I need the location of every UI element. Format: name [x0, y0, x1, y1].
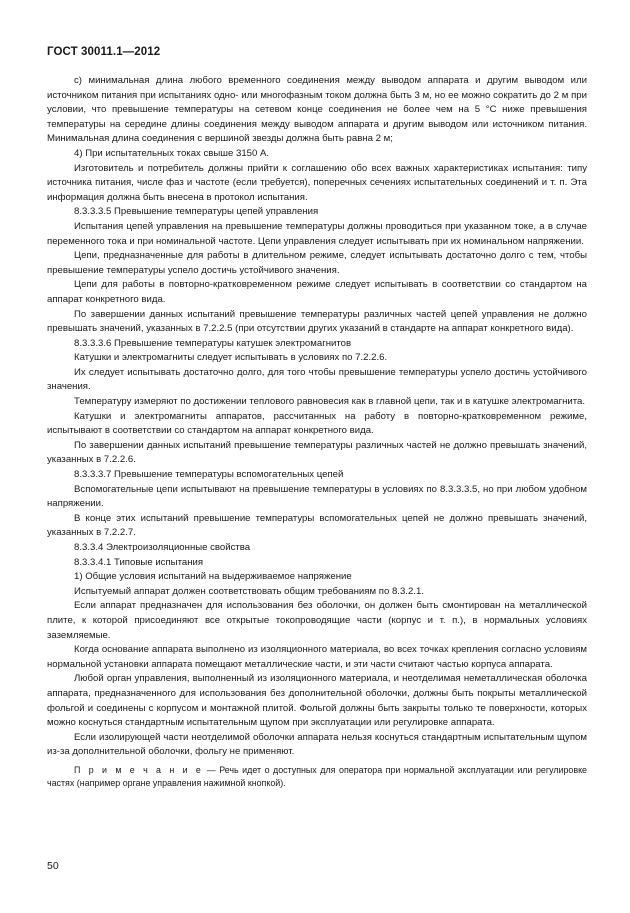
page-number: 50: [47, 860, 59, 872]
paragraph: Если изолирующей части неотделимой оболочки аппарата нельзя коснуться стандартным испытательным щупом из-за дополнительной оболочки, фольгу не применяют.: [47, 731, 587, 758]
paragraph: Температуру измеряют по достижении теплового равновесия как в главной цепи, так и в катушке электромагнита.: [74, 396, 586, 408]
document-body: [47, 74, 587, 789]
section-heading: 8.3.3.3.5 Превышение температуры цепей управления: [74, 206, 319, 218]
paragraph: Цепи, предназначенные для работы в длительном режиме, следует испытывать достаточно долго с тем, чтобы превышение температуры успело достичь устойчивого значения.: [47, 250, 587, 276]
paragraph: Их следует испытывать достаточно долго, для того чтобы превышение температуры успело достичь устойчивого значения.: [47, 366, 587, 393]
paragraph: Катушки и электромагниты аппаратов, рассчитанных на работу в повторно-кратковременном режиме, испытывают в соответствии со стандартом на аппарат конкретного вида.: [47, 410, 587, 437]
note-text: — Речь идет о доступных для оператора при нормальной эксплуатации или регулировке частях (например органе управления нажимной кнопкой).: [47, 764, 587, 788]
paragraph: Когда основание аппарата выполнено из изоляционного материала, во всех точках крепления согласно условиям нормальной установки аппарата помещают металлические части, и эти части считают частью корпуса аппарата.: [47, 644, 587, 670]
paragraph: с) минимальная длина любого временного соединения между выводом аппарата и другим выводом или источником питания при испытаниях одно- или многофазным током должна быть 3 м, но ее можно сократить до 2 м при условии, что превышение температуры на сетевом конце соединения не более чем на 5 °С ниже превышения температуры на середине длины соединения между выводом аппарата и другим выводом или источником питания. Минимальная длина соединения с вершиной звезды должна быть равна 2 м;: [47, 75, 587, 145]
paragraph: Любой орган управления, выполненный из изоляционного материала, и неотделимая неметаллическая оболочка аппарата, предназначенного для использования без дополнительной оболочки, должны быть покрыты металлической фольгой и соединены с корпусом и монтажной плитой. Фольгой должны быть закрыты только те поверхности, которых можно коснуться стандартным испытательным щупом при эксплуатации или регулировке аппарата.: [47, 673, 587, 729]
paragraph: Цепи для работы в повторно-кратковременном режиме следует испытывать в соответствии со стандартом на аппарат конкретного вида.: [47, 279, 587, 305]
section-heading: 8.3.3.4 Электроизоляционные свойства: [74, 542, 251, 553]
section-heading: 8.3.3.3.6 Превышение температуры катушек электромагнитов: [74, 337, 352, 349]
paragraph: В конце этих испытаний превышение температуры вспомогательных цепей не должно превышать значений, указанных в 7.2.2.7.: [47, 512, 587, 539]
section-heading: 8.3.3.4.1 Типовые испытания: [74, 556, 204, 568]
section-heading: 8.3.3.3.7 Превышение температуры вспомогательных цепей: [74, 469, 344, 481]
paragraph: Изготовитель и потребитель должны прийти к соглашению обо всех важных характеристиках испытания: типу источника питания, числе фаз и частоте (если требуется), поперечных сечениях испытательных соединений и т. п. Эта информация должна быть внесена в протокол испытания.: [47, 162, 587, 203]
document-header: ГОСТ 30011.1—2012: [47, 46, 161, 58]
paragraph: Испытания цепей управления на превышение температуры должны проводиться при указанном токе, а в случае переменного тока и при номинальной частоте. Цепи управления следует испытывать при их номинальном напряжении.: [47, 220, 587, 247]
section-heading: 1) Общие условия испытаний на выдерживаемое напряжение: [74, 571, 352, 583]
note: [47, 764, 587, 789]
note-label: П р и м е ч а н и е: [74, 764, 204, 775]
paragraph: 4) При испытательных токах свыше 3150 А.: [74, 147, 270, 159]
paragraph: По завершении данных испытаний превышение температуры различных частей цепей управления не должно превышать значений, указанных в 7.2.2.5 (при отсутствии других указаний в стандарте на аппарат конкретного вида).: [47, 308, 587, 335]
paragraph: Если аппарат предназначен для использования без оболочки, он должен быть смонтирован на металлической плите, к которой присоединяют все открытые токопроводящие части (корпус и т. п.), в нормальных условиях заземляемые.: [47, 600, 587, 641]
paragraph: Катушки и электромагниты следует испытывать в условиях по 7.2.2.6.: [74, 352, 388, 364]
paragraph: Испытуемый аппарат должен соответствовать общим требованиям по 8.3.2.1.: [74, 585, 424, 597]
paragraph: Вспомогательные цепи испытывают на превышение температуры в условиях по 8.3.3.3.5, но при любом удобном напряжении.: [47, 483, 587, 510]
paragraph: По завершении данных испытаний превышение температуры различных частей не должно превышать значений, указанных в 7.2.2.6.: [47, 439, 587, 466]
